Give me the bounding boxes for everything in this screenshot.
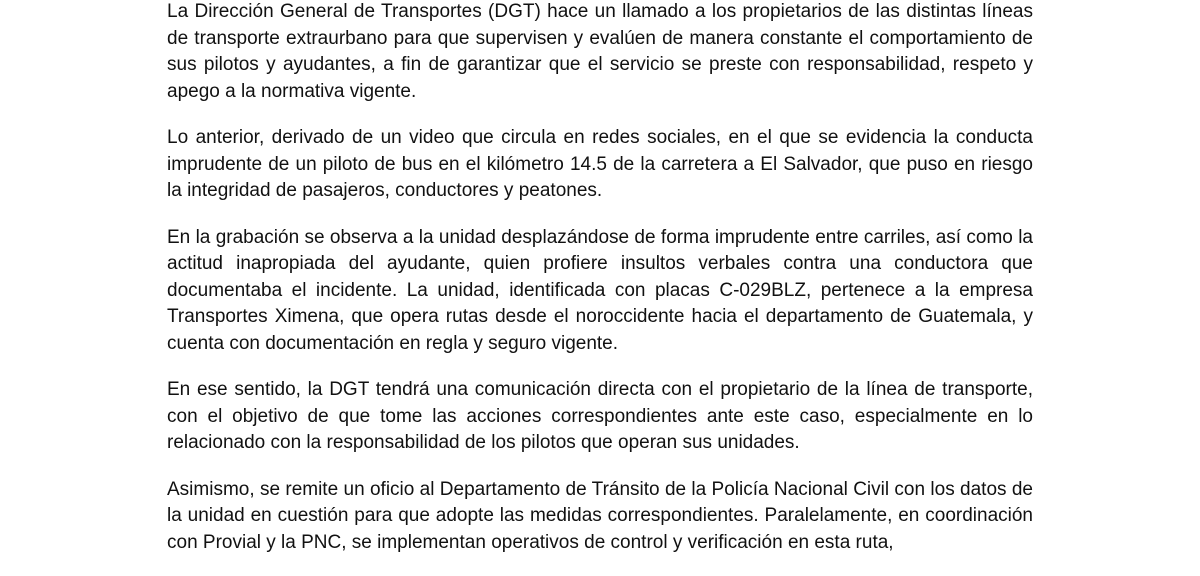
paragraph-recording-details: En la grabación se observa a la unidad desplazándose de forma imprudente entre carriles, así como la actitud inapropiada del ayudante, quien profiere insultos verbales contra una conductora que documentaba el incidente. La unidad, identificada con placas C-029BLZ, pertenece a la empresa Transportes Ximena, que opera rutas desde el noroccidente hacia el departamento de Guatemala, y cuenta con documentación en regla y seguro vigente. bbox=[167, 226, 1033, 354]
paragraph-video-context: Lo anterior, derivado de un video que circula en redes sociales, en el que se evidencia la conducta imprudente de un piloto de bus en el kilómetro 14.5 de la carretera a El Salvador, que puso en riesgo la integridad de pasajeros, conductores y peatones. bbox=[167, 127, 1033, 201]
paragraph-dgt-call: La Dirección General de Transportes (DGT) hace un llamado a los propietarios de las distintas líneas de transporte extraurbano para que supervisen y evalúen de manera constante el comportamiento de sus pilotos y ayudantes, a fin de garantizar que el servicio se preste con responsabilidad, respeto y apego a la normativa vigente. bbox=[167, 1, 1033, 102]
paragraph-official-letter: Asimismo, se remite un oficio al Departamento de Tránsito de la Policía Nacional Civil con los datos de la unidad en cuestión para que adopte las medidas correspondientes. Paralelamente, en coordinación con Provial y la PNC, se implementan operativos de control y verificación en esta ruta, bbox=[167, 478, 1033, 553]
document-body bbox=[167, 0, 1033, 576]
paragraph-owner-communication: En ese sentido, la DGT tendrá una comunicación directa con el propietario de la línea de transporte, con el objetivo de que tome las acciones correspondientes ante este caso, especialmente en lo relacionado con la responsabilidad de los pilotos que operan sus unidades. bbox=[167, 379, 1033, 453]
